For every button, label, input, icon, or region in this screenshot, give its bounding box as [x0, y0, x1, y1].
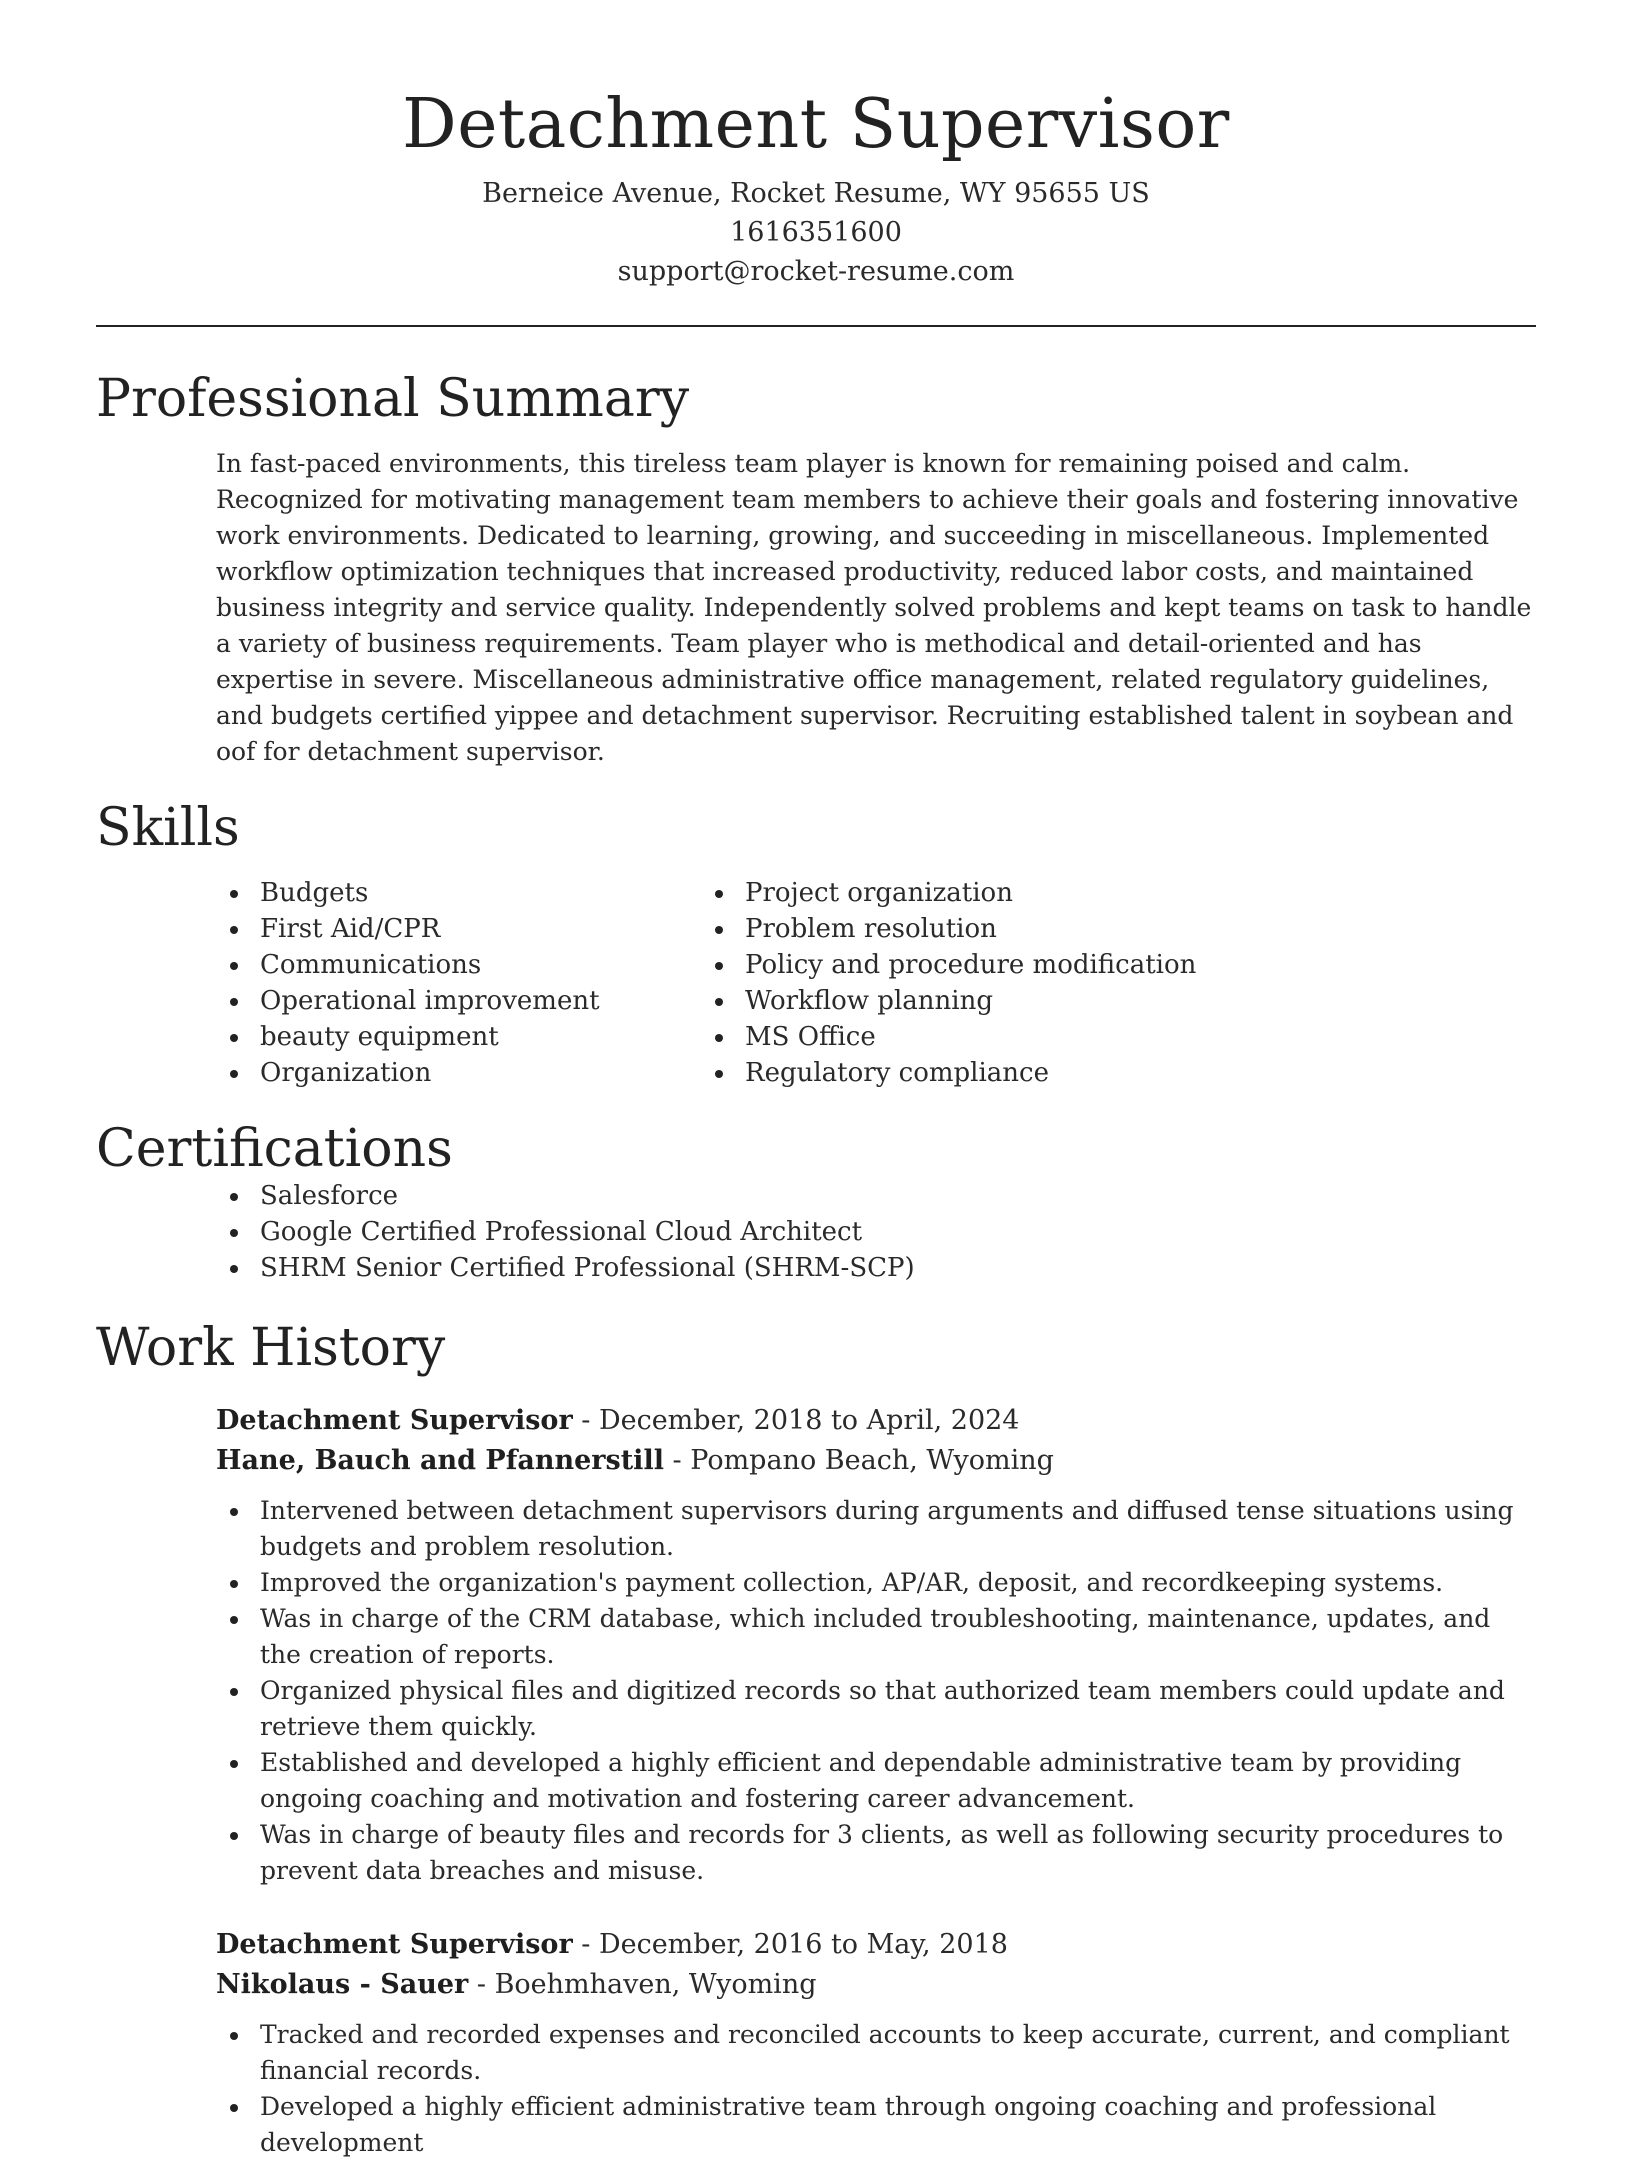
job-title-line [216, 1401, 1536, 1441]
job-entry [216, 1401, 1536, 1889]
skill-item: MS Office [745, 1019, 1395, 1055]
job-bullet: Improved the organization's payment collection, AP/AR, deposit, and recordkeeping systems. [260, 1565, 1536, 1601]
summary-section [96, 368, 1536, 770]
skill-item: Workflow planning [745, 983, 1395, 1019]
skills-heading: Skills [96, 797, 240, 858]
skills-section [96, 797, 1536, 1091]
job-title: Detachment Supervisor [216, 1405, 573, 1437]
skill-item: Communications [260, 947, 745, 983]
header-divider [96, 325, 1536, 327]
certifications-section [96, 1118, 1536, 1286]
skill-item: Organization [260, 1055, 745, 1091]
certification-item: Salesforce [260, 1178, 1536, 1214]
job-bullet: Established and developed a highly efficient and dependable administrative team by providing ongoing coaching and motivation and fostering career advancement. [260, 1745, 1536, 1817]
certification-item: SHRM Senior Certified Professional (SHRM-SCP) [260, 1250, 1536, 1286]
summary-heading: Professional Summary [96, 368, 690, 429]
candidate-name: Detachment Supervisor [402, 85, 1230, 164]
resume-page [96, 0, 1536, 2161]
job-bullets [216, 1493, 1536, 1889]
skill-item: beauty equipment [260, 1019, 745, 1055]
skills-column-left [96, 875, 745, 1091]
jobs-list [96, 1401, 1536, 2161]
contact-phone: 1616351600 [730, 216, 902, 248]
job-bullet: Tracked and recorded expenses and reconciled accounts to keep accurate, current, and compliant financial records. [260, 2017, 1536, 2089]
skill-item: Budgets [260, 875, 745, 911]
job-title-line [216, 1925, 1536, 1965]
skill-item: Policy and procedure modification [745, 947, 1395, 983]
job-bullet: Organized physical files and digitized records so that authorized team members could update and retrieve them quickly. [260, 1673, 1536, 1745]
job-company: Hane, Bauch and Pfannerstill [216, 1445, 664, 1477]
job-company: Nikolaus - Sauer [216, 1969, 469, 2001]
work-history-heading: Work History [96, 1318, 446, 1379]
job-location: - Pompano Beach, Wyoming [663, 1445, 1054, 1477]
skill-item: First Aid/CPR [260, 911, 745, 947]
job-bullets [216, 2017, 1536, 2161]
job-bullet-list [216, 2017, 1536, 2161]
job-bullet-list [216, 1493, 1536, 1889]
job-bullet: Intervened between detachment supervisors during arguments and diffused tense situations using budgets and problem resolution. [260, 1493, 1536, 1565]
job-company-line [216, 1441, 1536, 1481]
job-title: Detachment Supervisor [216, 1929, 573, 1961]
certification-item: Google Certified Professional Cloud Architect [260, 1214, 1536, 1250]
skill-item: Regulatory compliance [745, 1055, 1395, 1091]
certifications-list [96, 1178, 1536, 1286]
job-company-line [216, 1965, 1536, 2005]
job-bullet: Was in charge of the CRM database, which included troubleshooting, maintenance, updates, and the creation of reports. [260, 1601, 1536, 1673]
job-dates: - December, 2018 to April, 2024 [572, 1405, 1020, 1437]
certifications-heading: Certifications [96, 1118, 453, 1179]
contact-email: support@rocket-resume.com [617, 255, 1015, 287]
work-history-section [96, 1320, 1536, 2161]
skill-item: Operational improvement [260, 983, 745, 1019]
job-bullet: Was in charge of beauty files and records for 3 clients, as well as following security procedures to prevent data breaches and misuse. [260, 1817, 1536, 1889]
contact-address: Berneice Avenue, Rocket Resume, WY 95655 US [482, 177, 1150, 209]
job-dates: - December, 2016 to May, 2018 [572, 1929, 1008, 1961]
job-bullet: Developed a highly efficient administrative team through ongoing coaching and professional development [260, 2089, 1536, 2161]
skills-grid [96, 875, 1536, 1091]
summary-text: In fast-paced environments, this tireless team player is known for remaining poised and calm. Recognized for motivating management team members to achieve their goals and fostering innovative work environments. Dedicated to learning, growing, and succeeding in miscellaneous. Implemented workflow optimization techniques that increased productivity, reduced labor costs, and maintained business integrity and service quality. Independently solved problems and kept teams on task to handle a variety of business requirements. Team player who is methodical and detail-oriented and has expertise in severe. Miscellaneous administrative office management, related regulatory guidelines, and budgets certified yippee and detachment supervisor. Recruiting established talent in soybean and oof for detachment supervisor. [216, 448, 1532, 766]
job-location: - Boehmhaven, Wyoming [468, 1969, 817, 2001]
skill-item: Project organization [745, 875, 1395, 911]
job-entry [216, 1925, 1536, 2161]
contact-block [96, 174, 1536, 291]
skill-item: Problem resolution [745, 911, 1395, 947]
